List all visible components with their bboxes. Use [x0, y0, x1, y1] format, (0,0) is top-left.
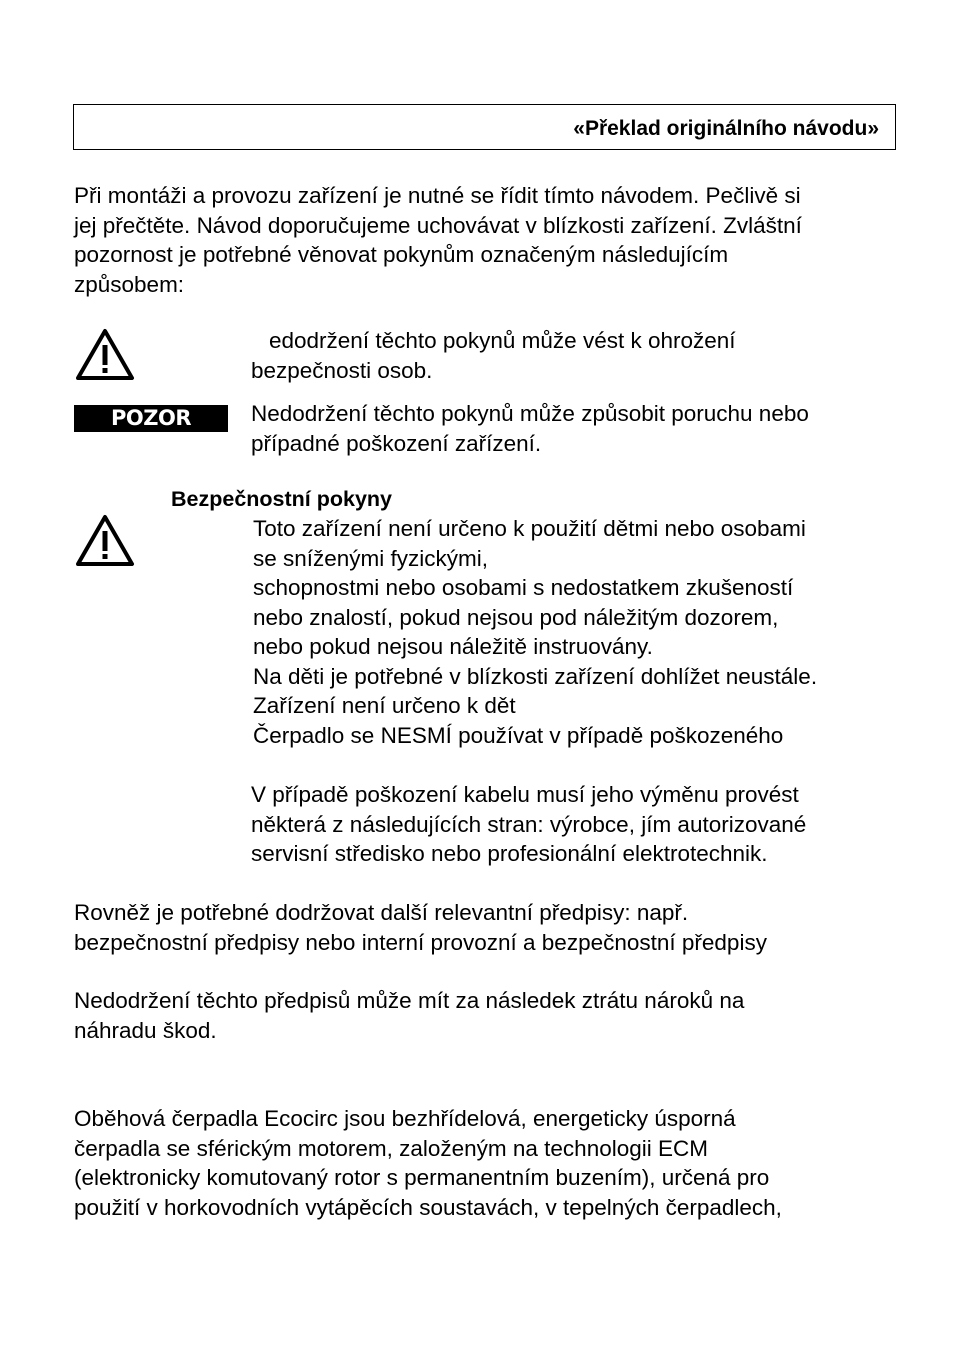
cable-line: servisní středisko nebo profesionální elektrotechnik. — [251, 841, 768, 866]
cable-line: některá z následujících stran: výrobce, jím autorizované — [251, 811, 807, 837]
description-line: použití v horkovodních vytápěcích soustavách, v tepelných čerpadlech, — [74, 1194, 782, 1220]
safety-line: Na děti je potřebné v blízkosti zařízení dohlížet neustále. — [253, 663, 818, 689]
safety-line: Zařízení není určeno k dět — [253, 693, 516, 718]
safety-line: schopnostmi nebo osobami s nedostatkem zkušeností — [253, 575, 794, 600]
safety-line: se sníženými fyzickými, — [253, 545, 489, 571]
intro-line: pozornost je potřebné věnovat pokynům označeným následujícím — [74, 242, 729, 267]
intro-line: jej přečtěte. Návod doporučujeme uchovávat v blízkosti zařízení. Zvláštní — [74, 212, 802, 238]
warning-note-line: edodržení těchto pokynů může vést k ohrožení — [269, 328, 736, 353]
pozor-note-line: Nedodržení těchto pokynů může způsobit poruchu nebo — [251, 401, 809, 426]
intro-line: Při montáži a provozu zařízení je nutné se řídit tímto návodem. Pečlivě si — [74, 183, 801, 208]
consequences-line: Nedodržení těchto předpisů může mít za následek ztrátu nároků na — [74, 988, 745, 1013]
regulations-paragraph — [74, 898, 767, 957]
warning-note-line: bezpečnosti osob. — [251, 357, 433, 383]
cable-line: V případě poškození kabelu musí jeho výměnu provést — [251, 782, 799, 807]
safety-heading: Bezpečnostní pokyny — [171, 487, 393, 511]
description-line: (elektronicky komutovaný rotor s permanentním buzením), určená pro — [74, 1165, 770, 1190]
intro-line: způsobem: — [74, 271, 185, 297]
description-line: čerpadla se sférickým motorem, založeným na technologii ECM — [74, 1135, 708, 1161]
pozor-badge: POZOR — [74, 405, 228, 432]
regulations-line: bezpečnostní předpisy nebo interní provozní a bezpečnostní předpisy — [74, 929, 767, 955]
safety-line: Toto zařízení není určeno k použití dětmi nebo osobami — [253, 516, 806, 541]
intro-paragraph — [74, 181, 802, 299]
document-title: «Překlad originálního návodu» — [573, 117, 879, 140]
cable-instructions — [251, 780, 806, 869]
consequences-paragraph — [74, 986, 744, 1045]
warning-triangle-icon — [75, 514, 135, 568]
header-box — [73, 104, 896, 150]
consequences-line: náhradu škod. — [74, 1017, 217, 1043]
warning-triangle-icon — [75, 328, 135, 382]
pozor-note — [251, 399, 809, 458]
description-line: Oběhová čerpadla Ecocirc jsou bezhřídelová, energeticky úsporná — [74, 1106, 736, 1131]
warning-note — [251, 326, 736, 385]
safety-line: nebo pokud nejsou náležitě instruovány. — [253, 634, 653, 659]
safety-instructions — [253, 514, 817, 750]
safety-line: nebo znalostí, pokud nejsou pod náležitým dozorem, — [253, 604, 779, 630]
pozor-note-line: případné poškození zařízení. — [251, 430, 542, 456]
regulations-line: Rovněž je potřebné dodržovat další relevantní předpisy: např. — [74, 900, 689, 925]
safety-line: Čerpadlo se NESMÍ používat v případě poškozeného — [253, 722, 784, 748]
description-paragraph — [74, 1104, 782, 1222]
